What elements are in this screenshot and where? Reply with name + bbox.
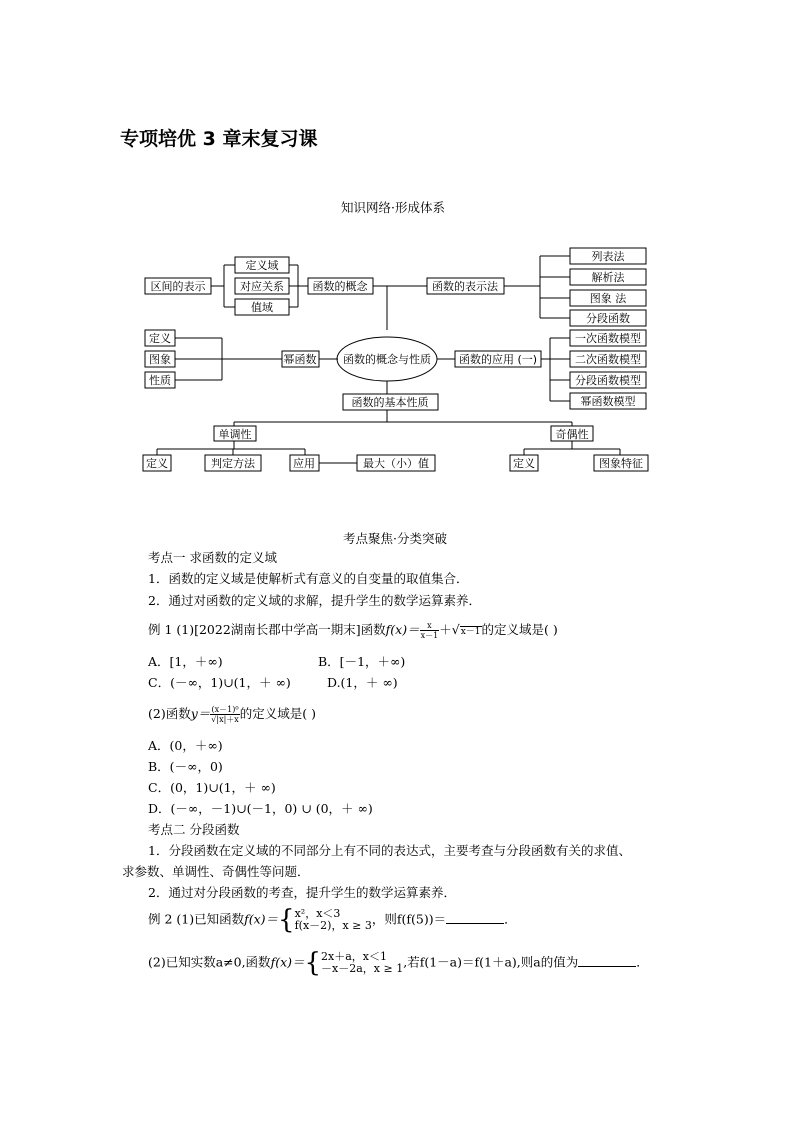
q2-option-a: A．(0，＋∞) bbox=[148, 738, 223, 753]
label-mono-def: 定义 bbox=[146, 457, 168, 470]
point2-line2: 2．通过对分段函数的考查，提升学生的数学运算素养． bbox=[148, 885, 456, 900]
ex1-option-b: B．[－1，＋∞) bbox=[318, 654, 406, 669]
q2-fraction bbox=[210, 705, 240, 724]
label-basic-props: 函数的基本性质 bbox=[351, 396, 429, 409]
label-range: 值域 bbox=[251, 301, 273, 314]
label-def: 定义 bbox=[149, 332, 171, 345]
ex2-fx: f(x)＝ bbox=[244, 911, 279, 927]
page-title: 专项培优 3 章末复习课 bbox=[120, 128, 318, 150]
label-maxmin: 最大（小）值 bbox=[363, 457, 429, 470]
q2-den: √|x|＋x bbox=[211, 715, 239, 724]
ex1-suffix: 的定义域是( ) bbox=[481, 622, 558, 637]
label-concept: 函数的概念 bbox=[312, 280, 368, 293]
ex2-brace: { bbox=[278, 905, 295, 935]
q2-option-c: C．(0，1)∪(1，＋ ∞) bbox=[148, 780, 276, 795]
q2-option-d: D．(－∞，－1)∪(－1，0) ∪ (0，＋ ∞) bbox=[148, 801, 373, 816]
label-graph-method: 图象 法 bbox=[589, 292, 627, 305]
ex2-cases bbox=[295, 908, 372, 932]
ex2-case2: f(x－2)，x ≥ 3 bbox=[294, 919, 372, 932]
label-quad: 二次函数模型 bbox=[575, 353, 641, 366]
ex2q2-end: ． bbox=[636, 954, 649, 970]
label-parity: 奇偶性 bbox=[555, 428, 589, 441]
ex1-option-a: A．[1，＋∞) bbox=[148, 654, 223, 669]
knowledge-network-diagram bbox=[0, 0, 794, 480]
ex2q2-cases bbox=[321, 951, 403, 975]
point1-line1: 1．函数的定义域是使解析式有意义的自变量的取值集合． bbox=[148, 571, 469, 586]
ex2-prefix: 例 2 (1)已知函数 bbox=[148, 911, 245, 927]
label-list: 列表法 bbox=[591, 250, 625, 263]
ex2q2-case2: －x－2a，x ≥ 1 bbox=[321, 962, 404, 975]
label-monotonic: 单调性 bbox=[218, 428, 252, 441]
label-domain: 定义域 bbox=[245, 259, 279, 272]
q2-num: (x－1)⁰ bbox=[211, 705, 239, 714]
network-heading: 知识网络·形成体系 bbox=[341, 200, 445, 215]
ex1-den: x－1 bbox=[420, 631, 439, 640]
label-piecewise-model: 分段函数模型 bbox=[575, 374, 641, 387]
label-props: 性质 bbox=[149, 374, 171, 387]
ex1-plus: ＋ bbox=[439, 622, 452, 637]
example1-q2 bbox=[148, 704, 316, 724]
label-interval: 区间的表示 bbox=[150, 280, 206, 293]
ex1-prefix: 例 1 (1)[2022湖南长郡中学高一期末]函数 bbox=[148, 622, 386, 637]
label-power-model: 幂函数模型 bbox=[580, 395, 636, 408]
ex1-option-d: D.(1，＋ ∞) bbox=[327, 675, 398, 690]
label-judge: 判定方法 bbox=[211, 457, 255, 470]
ex2q2-brace: { bbox=[304, 948, 322, 978]
label-linear: 一次函数模型 bbox=[575, 332, 641, 345]
ex2q2-answer-blank[interactable] bbox=[578, 955, 636, 967]
ex2-end: ． bbox=[504, 911, 517, 927]
label-power: 幂函数 bbox=[283, 353, 317, 366]
label-representation: 函数的表示法 bbox=[432, 280, 498, 293]
q2-y: y＝ bbox=[190, 706, 211, 721]
ex1-sqrt: x－1 bbox=[460, 627, 481, 637]
label-graph: 图象 bbox=[149, 353, 171, 366]
ex2q2-prefix: (2)已知实数a≠0,函数 bbox=[148, 954, 271, 970]
label-center: 函数的概念与性质 bbox=[343, 353, 431, 366]
point1-heading: 考点一 求函数的定义域 bbox=[148, 550, 277, 565]
label-correspondence: 对应关系 bbox=[240, 280, 284, 293]
ex1-option-c: C．(－∞，1)∪(1，＋ ∞) bbox=[148, 675, 291, 690]
example2-q1 bbox=[148, 905, 517, 935]
point2-heading: 考点二 分段函数 bbox=[148, 822, 240, 837]
example2-q2 bbox=[148, 948, 649, 978]
q2-option-b: B．(－∞，0) bbox=[148, 759, 223, 774]
focus-heading: 考点聚焦·分类突破 bbox=[343, 531, 447, 546]
ex2q2-fx: f(x)＝ bbox=[270, 954, 305, 970]
example1-q1: 例 1 (1)[2022湖南长郡中学高一期末]函数f(x)＝ $\frac{x}{x-1}$ ＋√x－1的定义域是( ) bbox=[148, 621, 558, 640]
label-graph-feature: 图象特征 bbox=[599, 457, 643, 470]
ex2q2-case1: 2x＋a，x＜1 bbox=[321, 950, 388, 963]
ex1-fx: f(x)＝ bbox=[385, 622, 420, 637]
point2-line1b: 求参数、单调性、奇偶性等问题． bbox=[122, 864, 310, 879]
label-analytic: 解析法 bbox=[591, 271, 625, 284]
ex2q2-suffix: ,若f(1－a)＝f(1＋a),则a的值为 bbox=[403, 954, 579, 970]
ex2-suffix: ，则f(f(5))＝ bbox=[371, 911, 447, 927]
label-application: 函数的应用 (一) bbox=[458, 353, 538, 366]
ex2-case1: x²，x＜3 bbox=[294, 907, 341, 920]
label-parity-def: 定义 bbox=[513, 457, 535, 470]
ex2-answer-blank[interactable] bbox=[446, 912, 504, 924]
label-piecewise: 分段函数 bbox=[586, 312, 630, 325]
ex1-fraction bbox=[420, 621, 440, 640]
point1-line2: 2．通过对函数的定义域的求解，提升学生的数学运算素养． bbox=[148, 593, 481, 608]
q2-prefix: (2)函数 bbox=[148, 706, 191, 721]
ex1-num: x bbox=[420, 621, 440, 631]
point2-line1: 1．分段函数在定义域的不同部分上有不同的表达式，主要考查与分段函数有关的求值、 bbox=[148, 843, 631, 858]
label-apply: 应用 bbox=[293, 457, 315, 470]
q2-suffix: 的定义域是( ) bbox=[239, 706, 317, 721]
